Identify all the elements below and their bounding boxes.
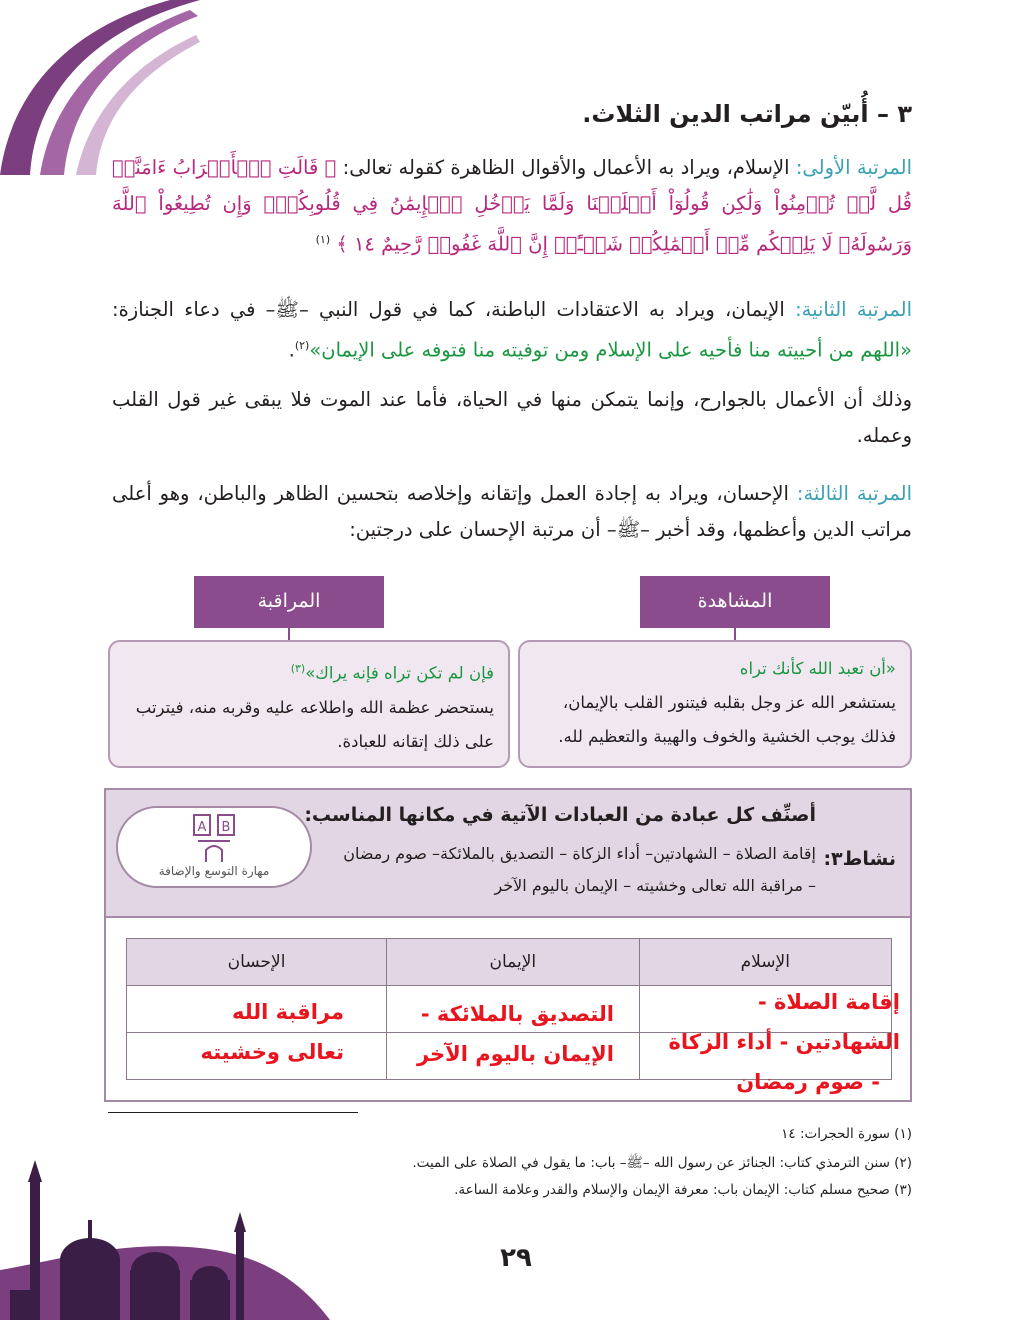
mushahada-quote: «أن تعبد الله كأنك تراه — [739, 659, 896, 678]
activity-number: نشاط٣: — [823, 848, 896, 870]
muraqaba-footnote-ref: (٣) — [290, 662, 306, 675]
rank3-text: الإحسان، ويراد به إجادة العمل وإتقانه وإخلاصه بتحسين الظاهر والباطن، وهو أعلى مراتب الدين وأعظمها، وقد أخبر –ﷺ– أن مرتبة الإحسان على درجتين: — [112, 482, 912, 541]
header-ihsan: الإحسان — [127, 939, 387, 986]
activity-box — [104, 788, 912, 918]
mosque-silhouette-decoration — [0, 1120, 330, 1320]
rank2-footnote-ref: (٢) — [294, 339, 310, 352]
header-islam: الإسلام — [639, 939, 891, 986]
answer-islam-line1: إقامة الصلاة - — [757, 990, 900, 1014]
answer-ihsan-line1: مراقبة الله — [231, 1000, 344, 1024]
corner-swoosh-decoration — [0, 0, 200, 175]
footnote-3: (٣) صحيح مسلم كتاب: الإيمان باب: معرفة الإيمان والإسلام والقدر وعلامة الساعة. — [454, 1182, 912, 1198]
header-iman: الإيمان — [387, 939, 639, 986]
rank2-paragraph: المرتبة الثانية: الإيمان، ويراد به الاعتقادات الباطنة، كما في قول النبي –ﷺ– في دعاء الجنازة: «اللهم من أحييته منا فأحيه على الإسلام ومن توفيته منا فتوفه على الإيمان»$^{(٢)}$. — [112, 298, 912, 362]
rank1-footnote-ref: (١) — [315, 233, 331, 246]
answer-iman[interactable] — [417, 994, 614, 1074]
footnote-2: (٢) سنن الترمذي كتاب: الجنائز عن رسول الله –ﷺ– باب: ما يقول في الصلاة على الميت. — [412, 1155, 912, 1171]
section-title: ٣ – أُبيّن مراتب الدين الثلاث. — [582, 100, 912, 128]
mushahada-description: يستشعر الله عز وجل بقلبه فيتنور القلب بالإيمان، فذلك يوجب الخشية والخوف والهيبة والتعظيم لله. — [558, 693, 896, 746]
rank1-label: المرتبة الأولى: — [795, 156, 913, 179]
footnote-1: (١) سورة الحجرات: ١٤ — [781, 1126, 912, 1142]
mushahada-box — [518, 640, 912, 768]
footnote-divider — [108, 1112, 358, 1113]
rank2-explanation: وذلك أن الأعمال بالجوارح، وإنما يتمكن منها في الحياة، فأما عند الموت فلا يبقى غير قول القلب وعمله. — [112, 388, 912, 447]
expand-skill-icon — [184, 812, 244, 866]
skill-badge — [116, 806, 312, 888]
skill-label: مهارة التوسع والإضافة — [158, 864, 270, 878]
mushahada-tab: المشاهدة — [640, 576, 830, 628]
table-header-row — [127, 939, 892, 986]
icon-letter-a: A — [197, 820, 207, 835]
rank3-paragraph — [112, 476, 912, 548]
activity-items: إقامة الصلاة – الشهادتين– أداء الزكاة – التصديق بالملائكة– صوم رمضان – مراقبة الله تعالى وخشيته – الإيمان باليوم الآخر — [343, 844, 816, 895]
activity-instruction: أصنِّف كل عبادة من العبادات الآتية في مكانها المناسب: — [304, 804, 816, 826]
answer-islam[interactable] — [668, 982, 900, 1102]
rank1-paragraph — [112, 150, 912, 263]
rank1-text: الإسلام، ويراد به الأعمال والأقوال الظاهرة كقوله تعالى: — [342, 156, 796, 179]
answer-islam-line2: الشهادتين - أداء الزكاة — [668, 1030, 900, 1054]
muraqaba-box — [108, 640, 510, 768]
answer-ihsan[interactable] — [200, 992, 344, 1072]
muraqaba-quote-line — [124, 652, 494, 691]
rank2-hadith: «اللهم من أحييته منا فأحيه على الإسلام ومن توفيته منا فتوفه على الإيمان» — [309, 338, 912, 362]
answer-iman-line2: الإيمان باليوم الآخر — [416, 1042, 614, 1066]
rank3-label: المرتبة الثالثة: — [796, 482, 912, 505]
rank2-label: المرتبة الثانية: — [795, 298, 912, 321]
rank2-text: الإيمان، ويراد به الاعتقادات الباطنة، كما في قول النبي –ﷺ– في دعاء الجنازة: — [112, 298, 796, 321]
icon-letter-b: B — [221, 820, 231, 835]
page-number: ٢٩ — [476, 1238, 556, 1278]
muraqaba-quote: فإن لم تكن تراه فإنه يراك» — [305, 663, 494, 683]
rank1-verse: ﴿ قَالَتِ ٱلۡأَعۡرَابُ ءَامَنَّاۖ قُل لَّمۡ تُؤۡمِنُواْ وَلَٰكِن قُولُوٓاْ أَسۡلَمۡنَا وَلَمَّا يَدۡخُلِ ٱلۡإِيمَٰنُ فِي قُلُوبِكُمۡۖ وَإِن تُطِيعُواْ ٱللَّهَ وَرَسُولَهُۥ لَا يَلِتۡكُم مِّنۡ أَعۡمَٰلِكُمۡ شَيۡـًٔاۚ إِنَّ ٱللَّهَ غَفُورٞ رَّحِيمٌ ١٤ ﴾ — [112, 156, 912, 256]
answer-islam-line3: - صوم رمضان — [736, 1070, 880, 1094]
muraqaba-tab: المراقبة — [194, 576, 384, 628]
answer-ihsan-line2: تعالى وخشيته — [200, 1040, 344, 1064]
muraqaba-description: يستحضر عظمة الله واطلاعه عليه وقربه منه، فيترتب على ذلك إتقانه للعبادة. — [135, 697, 494, 751]
answer-iman-line1: التصديق بالملائكة - — [420, 1002, 614, 1026]
